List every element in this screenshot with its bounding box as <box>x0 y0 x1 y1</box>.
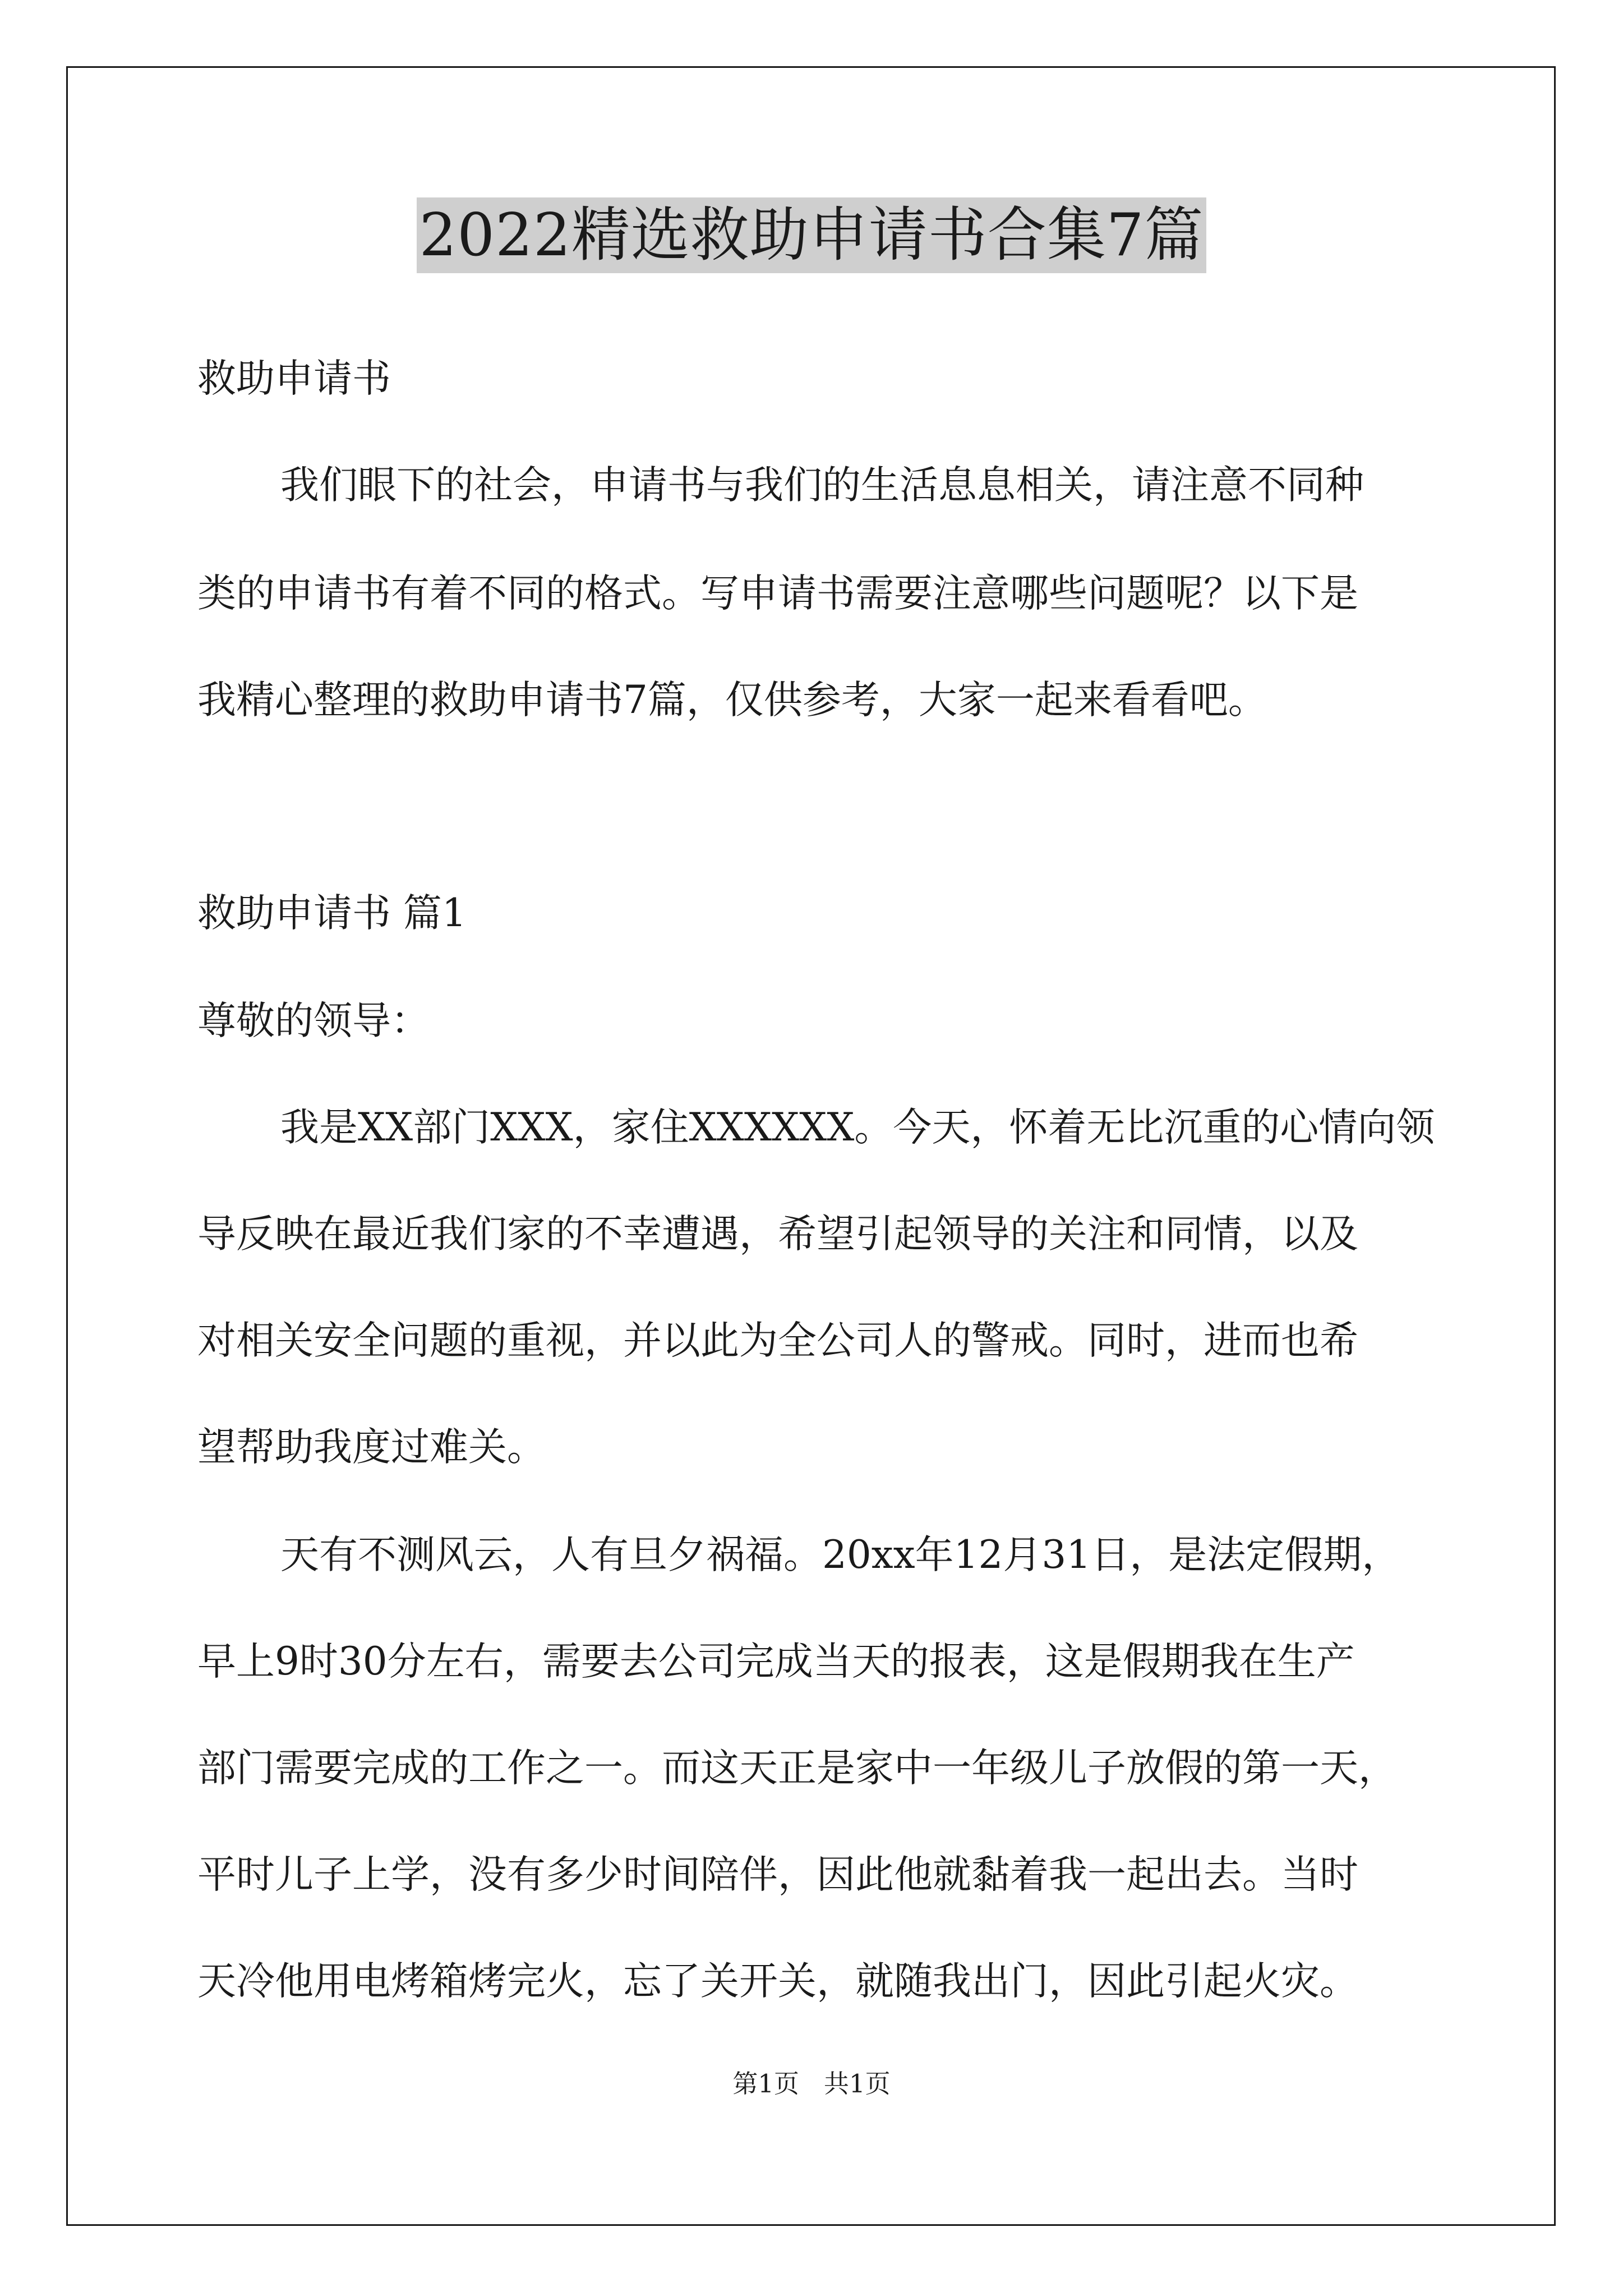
paragraph-line: 部门需要完成的工作之一。而这天正是家中一年级儿子放假的第一天， <box>197 1746 1397 1791</box>
paragraph-line: 我精心整理的救助申请书7篇，仅供参考，大家一起来看看吧。 <box>197 678 1267 723</box>
salutation: 尊敬的领导： <box>197 999 430 1043</box>
page-number: 第1页 <box>732 2069 799 2099</box>
paragraph-line: 天有不测风云，人有旦夕祸福。20xx年12月31日，是法定假期， <box>280 1533 1401 1577</box>
paragraph-line: 对相关安全问题的重视，并以此为全公司人的警戒。同时，进而也希 <box>197 1318 1358 1363</box>
paragraph-line: 平时儿子上学，没有多少时间陪伴，因此他就黏着我一起出去。当时 <box>197 1852 1358 1897</box>
paragraph-line: 望帮助我度过难关。 <box>197 1425 546 1470</box>
paragraph-line: 我们眼下的社会，申请书与我们的生活息息相关，请注意不同种 <box>280 463 1364 508</box>
paragraph-line: 导反映在最近我们家的不幸遭遇，希望引起领导的关注和同情，以及 <box>197 1212 1358 1257</box>
page-footer <box>0 2067 1623 2101</box>
section-heading: 救助申请书 <box>197 356 391 401</box>
paragraph-line: 天冷他用电烤箱烤完火，忘了关开关，就随我出门，因此引起火灾。 <box>197 1959 1358 2004</box>
title-block <box>0 197 1623 273</box>
section-heading: 救助申请书 篇1 <box>197 891 467 936</box>
paragraph-line: 早上9时30分左右，需要去公司完成当天的报表，这是假期我在生产 <box>197 1639 1355 1684</box>
paragraph-line: 我是XX部门XXX，家住XXXXXX。今天，怀着无比沉重的心情向领 <box>280 1105 1435 1150</box>
paragraph-line: 类的申请书有着不同的格式。写申请书需要注意哪些问题呢？以下是 <box>197 571 1358 616</box>
page-total: 共1页 <box>824 2069 891 2099</box>
document-title: 2022精选救助申请书合集7篇 <box>417 197 1206 273</box>
